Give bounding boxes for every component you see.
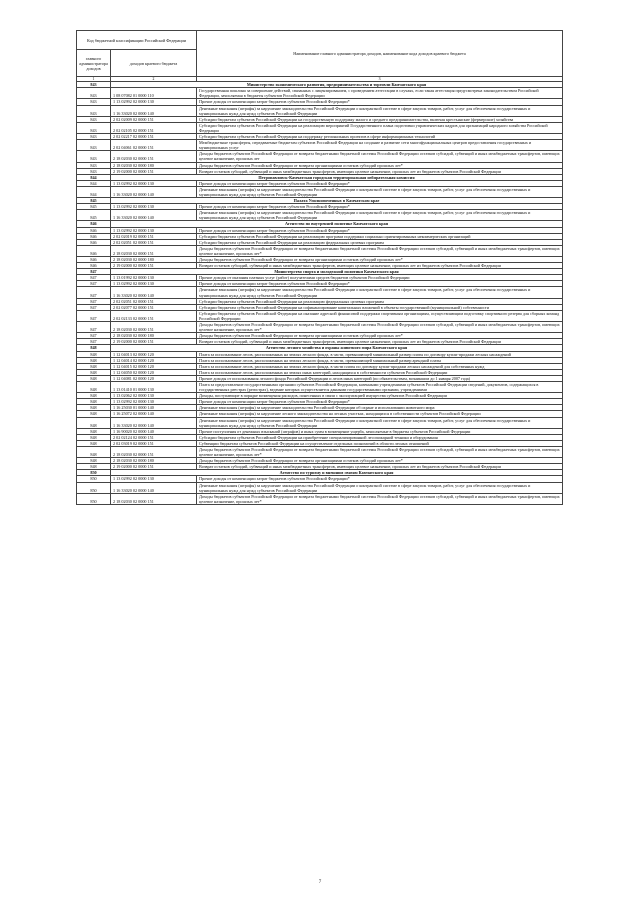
- revenue-code-cell: 1 13 02992 02 0000 130: [111, 99, 197, 105]
- revenue-code-cell: 2 02 02133 02 0000 151: [111, 310, 197, 321]
- table-row: [77, 417, 563, 428]
- table-row: [77, 116, 563, 122]
- revenue-code-cell: 1 13 02992 02 0000 130: [111, 227, 197, 233]
- revenue-code-cell: 1 13 02992 02 0000 130: [111, 399, 197, 405]
- header-num-2: 2: [111, 77, 197, 82]
- admin-code-cell: 843: [77, 162, 111, 168]
- revenue-name-cell: Денежные взыскания (штрафы) за нарушение лесного законодательства на лесных участках, находящихся в собственности субъектов Российской Федерации: [197, 411, 563, 417]
- table-row: [77, 122, 563, 133]
- revenue-code-cell: 2 19 02000 02 0000 151: [111, 464, 197, 470]
- revenue-name-cell: Доходы бюджетов субъектов Российской Федерации от возврата бюджетными бюджетной системы Российской Федерации остатков субсидий, субвенций и иных межбюджетных трансфертов, имеющих целевое назначение, прошлых лет*: [197, 245, 563, 256]
- table-row: [77, 210, 563, 221]
- table-row: [77, 339, 563, 345]
- admin-code-cell: 846: [77, 221, 111, 227]
- revenue-code-cell: 2 18 02030 02 0000 180: [111, 257, 197, 263]
- admin-code-cell: 848: [77, 434, 111, 440]
- header-num-1: 1: [77, 77, 111, 82]
- revenue-name-cell: Субсидии бюджетам субъектов Российской Федерации на государственную поддержку малого и среднего предпринимательства, включая крестьянские (фермерские) хозяйства: [197, 116, 563, 122]
- admin-code-cell: 846: [77, 257, 111, 263]
- revenue-name-cell: Возврат остатков субсидий, субвенций и иных межбюджетных трансфертов, имеющих целевое назначение, прошлых лет из бюджетов субъектов Российской Федерации: [197, 263, 563, 269]
- admin-code-cell: 847: [77, 304, 111, 310]
- revenue-code-cell: 1 12 04081 02 0000 120: [111, 375, 197, 381]
- admin-code-cell: 847: [77, 322, 111, 333]
- budget-classification-table: [76, 30, 563, 505]
- section-title-cell: Агентство лесного хозяйства и охраны животного мира Камчатского края: [111, 345, 563, 351]
- admin-code-cell: 848: [77, 405, 111, 411]
- revenue-code-cell: 2 02 03019 02 0000 151: [111, 440, 197, 446]
- budget-table-sheet: [76, 30, 562, 505]
- revenue-name-cell: Прочие доходы от использования лесного фонда Российской Федерации и лесов иных категорий (по обязательствам, возникшим до 1 января 2007 года): [197, 375, 563, 381]
- revenue-code-cell: 2 02 02077 02 0000 151: [111, 304, 197, 310]
- revenue-name-cell: Денежные взыскания (штрафы) за нарушение законодательства Российской Федерации о контрактной системе в сфере закупок товаров, работ, услуг для обеспечения государственных и муниципальных нужд для нужд субъектов Российской Федерации: [197, 210, 563, 221]
- admin-code-cell: 847: [77, 310, 111, 321]
- revenue-name-cell: Плата за использование лесов, расположенных на землях лесного фонда, в части, превышающей минимальный размер арендной платы: [197, 357, 563, 363]
- revenue-name-cell: Субвенции бюджетам субъектов Российской Федерации на осуществление отдельных полномочий в области лесных отношений: [197, 440, 563, 446]
- revenue-name-cell: Возврат остатков субсидий, субвенций и иных межбюджетных трансфертов, имеющих целевое назначение, прошлых лет из бюджетов субъектов Российской Федерации: [197, 339, 563, 345]
- revenue-code-cell: 1 13 02992 02 0000 130: [111, 180, 197, 186]
- admin-code-cell: 843: [77, 82, 111, 88]
- revenue-name-cell: Прочие доходы от компенсации затрат бюджетов субъектов Российской Федерации*: [197, 281, 563, 287]
- admin-code-cell: 847: [77, 339, 111, 345]
- revenue-name-cell: Межбюджетные трансферты, передаваемые бюджетам субъектов Российской Федерации на создание и развитие сети многофункциональных центров предоставления государственных и муниципальных услуг: [197, 140, 563, 151]
- header-name-cell: Наименование главного администратора доходов, наименование кода доходов краевого бюджета: [197, 31, 563, 77]
- admin-code-cell: 844: [77, 174, 111, 180]
- table-row: [77, 464, 563, 470]
- admin-code-cell: 848: [77, 393, 111, 399]
- admin-code-cell: 850: [77, 493, 111, 504]
- header-admin-cell: главного администратора доходов: [77, 50, 111, 77]
- admin-code-cell: 848: [77, 381, 111, 392]
- table-row: [77, 381, 563, 392]
- revenue-code-cell: 2 19 02000 02 0000 151: [111, 263, 197, 269]
- revenue-code-cell: 1 12 04050 02 0000 120: [111, 369, 197, 375]
- admin-code-cell: 845: [77, 198, 111, 204]
- admin-code-cell: 847: [77, 281, 111, 287]
- admin-code-cell: 843: [77, 134, 111, 140]
- revenue-code-cell: 2 02 02217 02 0000 151: [111, 134, 197, 140]
- revenue-name-cell: Доходы бюджетов субъектов Российской Федерации от возврата организациями остатков субсидий прошлых лет*: [197, 257, 563, 263]
- admin-code-cell: 846: [77, 227, 111, 233]
- revenue-name-cell: Субсидии бюджетам субъектов Российской Федерации на реализацию федеральных целевых программ: [197, 239, 563, 245]
- table-row: [77, 322, 563, 333]
- revenue-code-cell: 1 16 33020 02 0000 140: [111, 287, 197, 298]
- revenue-code-cell: 1 12 04015 02 0000 120: [111, 363, 197, 369]
- admin-code-cell: 843: [77, 116, 111, 122]
- header-num-3: 3: [197, 77, 563, 82]
- admin-code-cell: 847: [77, 269, 111, 275]
- revenue-name-cell: Доходы бюджетов субъектов Российской Федерации от возврата организациями остатков субсидий прошлых лет*: [197, 458, 563, 464]
- table-row: [77, 88, 563, 99]
- revenue-name-cell: Прочие доходы от компенсации затрат бюджетов субъектов Российской Федерации*: [197, 99, 563, 105]
- admin-code-cell: 844: [77, 180, 111, 186]
- revenue-code-cell: 1 16 33020 02 0000 140: [111, 210, 197, 221]
- revenue-code-cell: 1 13 02992 02 0000 130: [111, 204, 197, 210]
- admin-code-cell: 845: [77, 204, 111, 210]
- admin-code-cell: 848: [77, 369, 111, 375]
- table-row: [77, 151, 563, 162]
- section-title-cell: Агентство по внутренней политике Камчатского края: [111, 221, 563, 227]
- admin-code-cell: 848: [77, 464, 111, 470]
- admin-code-cell: 846: [77, 239, 111, 245]
- revenue-code-cell: 2 02 02019 02 0000 151: [111, 233, 197, 239]
- admin-code-cell: 843: [77, 88, 111, 99]
- revenue-name-cell: Плата за предоставление государственными органами субъектов Российской Федерации, казенными учреждениями субъектов Российской Федерации сведений, документов, содержащихся в государственных реестрах (регистрах), ведение которых осуществляется данными государственными органами, учреждениями: [197, 381, 563, 392]
- admin-code-cell: 848: [77, 357, 111, 363]
- table-row: [77, 493, 563, 504]
- admin-code-cell: 843: [77, 168, 111, 174]
- revenue-code-cell: 2 02 04061 02 0000 151: [111, 140, 197, 151]
- revenue-name-cell: Денежные взыскания (штрафы) за нарушение законодательства Российской Федерации об охране и использовании животного мира: [197, 405, 563, 411]
- table-row: [77, 447, 563, 458]
- revenue-name-cell: Денежные взыскания (штрафы) за нарушение законодательства Российской Федерации о контрактной системе в сфере закупок товаров, работ, услуг для обеспечения государственных и муниципальных нужд для нужд субъектов Российской Федерации: [197, 417, 563, 428]
- table-row: [77, 186, 563, 197]
- revenue-name-cell: Доходы, поступающие в порядке возмещения расходов, понесенных в связи с эксплуатацией имущества субъектов Российской Федерации: [197, 393, 563, 399]
- revenue-name-cell: Доходы бюджетов субъектов Российской Федерации от возврата бюджетными бюджетной системы Российской Федерации остатков субсидий, субвенций и иных межбюджетных трансфертов, имеющих целевое назначение, прошлых лет*: [197, 447, 563, 458]
- revenue-code-cell: 2 18 02030 02 0000 151: [111, 245, 197, 256]
- revenue-name-cell: Плата за использование лесов, расположенных на землях лесного фонда, в части, превышающей минимальный размер платы по договору купли-продажи лесных насаждений: [197, 351, 563, 357]
- table-row: [77, 310, 563, 321]
- admin-code-cell: 848: [77, 417, 111, 428]
- revenue-code-cell: 1 16 33020 02 0000 140: [111, 482, 197, 493]
- revenue-code-cell: 1 13 02992 02 0000 130: [111, 476, 197, 482]
- revenue-code-cell: 2 19 02000 02 0000 151: [111, 168, 197, 174]
- revenue-name-cell: Прочие доходы от компенсации затрат бюджетов субъектов Российской Федерации*: [197, 180, 563, 186]
- admin-code-cell: 847: [77, 333, 111, 339]
- admin-code-cell: 846: [77, 233, 111, 239]
- revenue-code-cell: 2 02 02051 02 0000 151: [111, 298, 197, 304]
- admin-code-cell: 847: [77, 287, 111, 298]
- revenue-name-cell: Прочие доходы от компенсации затрат бюджетов субъектов Российской Федерации*: [197, 204, 563, 210]
- admin-code-cell: 848: [77, 447, 111, 458]
- revenue-code-cell: 2 18 02030 02 0000 180: [111, 333, 197, 339]
- revenue-name-cell: Денежные взыскания (штрафы) за нарушение законодательства Российской Федерации о контрактной системе в сфере закупок товаров, работ, услуг для обеспечения государственных и муниципальных нужд для нужд субъектов Российской Федерации: [197, 482, 563, 493]
- revenue-name-cell: Субсидии бюджетам субъектов Российской Федерации на поддержку региональных проектов в сфере информационных технологий: [197, 134, 563, 140]
- revenue-name-cell: Доходы бюджетов субъектов Российской Федерации от возврата организациями остатков субсидий прошлых лет*: [197, 333, 563, 339]
- revenue-code-cell: 1 13 01410 01 0000 130: [111, 381, 197, 392]
- revenue-name-cell: Субсидии бюджетам субъектов Российской Федерации на оказание адресной финансовой поддержки спортивным организациям, осуществляющим подготовку спортивного резерва для сборных команд Российской Федерации: [197, 310, 563, 321]
- admin-code-cell: 847: [77, 298, 111, 304]
- revenue-code-cell: 1 13 02062 02 0000 130: [111, 393, 197, 399]
- admin-code-cell: 843: [77, 99, 111, 105]
- revenue-name-cell: Субсидии бюджетам субъектов Российской Федерации на приобретение специализированной лесопожарной техники и оборудования: [197, 434, 563, 440]
- revenue-name-cell: Доходы бюджетов субъектов Российской Федерации от возврата бюджетными бюджетной системы Российской Федерации остатков субсидий, субвенций и иных межбюджетных трансфертов, имеющих целевое назначение, прошлых лет*: [197, 322, 563, 333]
- revenue-name-cell: Денежные взыскания (штрафы) за нарушение законодательства Российской Федерации о контрактной системе в сфере закупок товаров, работ, услуг для обеспечения государственных и муниципальных нужд для нужд субъектов Российской Федерации: [197, 186, 563, 197]
- revenue-code-cell: 2 18 02030 02 0000 180: [111, 458, 197, 464]
- admin-code-cell: 847: [77, 275, 111, 281]
- admin-code-cell: 848: [77, 345, 111, 351]
- revenue-name-cell: Денежные взыскания (штрафы) за нарушение законодательства Российской Федерации о контрактной системе в сфере закупок товаров, работ, услуг для обеспечения государственных и муниципальных нужд для нужд субъектов Российской Федерации: [197, 287, 563, 298]
- table-row: [77, 105, 563, 116]
- table-row: [77, 168, 563, 174]
- table-row: [77, 351, 563, 357]
- revenue-name-cell: Субсидии бюджетам субъектов Российской Федерации на реализацию программ поддержки социально ориентированных некоммерческих организаций: [197, 233, 563, 239]
- admin-code-cell: 848: [77, 440, 111, 446]
- revenue-code-cell: 2 18 02030 02 0000 151: [111, 322, 197, 333]
- admin-code-cell: 843: [77, 140, 111, 151]
- table-row: [77, 482, 563, 493]
- revenue-code-cell: 2 18 02030 02 0000 151: [111, 493, 197, 504]
- admin-code-cell: 848: [77, 375, 111, 381]
- revenue-code-cell: 1 16 33020 02 0000 140: [111, 186, 197, 197]
- admin-code-cell: 848: [77, 458, 111, 464]
- revenue-code-cell: 2 02 02105 02 0000 151: [111, 122, 197, 133]
- revenue-name-cell: Прочие доходы от компенсации затрат бюджетов субъектов Российской Федерации*: [197, 399, 563, 405]
- revenue-code-cell: 1 16 25072 02 0000 140: [111, 411, 197, 417]
- revenue-code-cell: 1 16 90020 02 0000 140: [111, 428, 197, 434]
- section-title-cell: Агентство по туризму и внешним связям Камчатского края: [111, 470, 563, 476]
- admin-code-cell: 848: [77, 399, 111, 405]
- admin-code-cell: 850: [77, 470, 111, 476]
- revenue-name-cell: Доходы бюджетов субъектов Российской Федерации от возврата бюджетными бюджетной системы Российской Федерации остатков субсидий, субвенций и иных межбюджетных трансфертов, имеющих целевое назначение, прошлых лет*: [197, 493, 563, 504]
- revenue-name-cell: Денежные взыскания (штрафы) за нарушение законодательства Российской Федерации о контрактной системе в сфере закупок товаров, работ, услуг для обеспечения государственных и муниципальных нужд для нужд субъектов Российской Федерации: [197, 105, 563, 116]
- revenue-name-cell: Субсидии бюджетам субъектов Российской Федерации на реализацию федеральных целевых программ: [197, 298, 563, 304]
- revenue-code-cell: 1 13 01992 02 0000 130: [111, 275, 197, 281]
- revenue-code-cell: 2 02 02051 02 0000 151: [111, 239, 197, 245]
- admin-code-cell: 843: [77, 122, 111, 133]
- admin-code-cell: 846: [77, 263, 111, 269]
- admin-code-cell: 848: [77, 428, 111, 434]
- section-title-cell: Министерство экономического развития, предпринимательства и торговли Камчатского края: [111, 82, 563, 88]
- admin-code-cell: 843: [77, 105, 111, 116]
- revenue-code-cell: 1 16 33020 02 0000 140: [111, 417, 197, 428]
- admin-code-cell: 843: [77, 151, 111, 162]
- table-row: [77, 245, 563, 256]
- revenue-name-cell: Прочие поступления от денежных взысканий (штрафов) и иных сумм в возмещение ущерба, зачисляемые в бюджеты субъектов Российской Федерации: [197, 428, 563, 434]
- page-number: 7: [318, 880, 322, 885]
- revenue-name-cell: Возврат остатков субсидий, субвенций и иных межбюджетных трансфертов, имеющих целевое назначение, прошлых лет из бюджетов субъектов Российской Федерации: [197, 168, 563, 174]
- revenue-name-cell: Доходы бюджетов субъектов Российской Федерации от возврата бюджетными бюджетной системы Российской Федерации остатков субсидий, субвенций и иных межбюджетных трансфертов, имеющих целевое назначение, прошлых лет: [197, 151, 563, 162]
- admin-code-cell: 848: [77, 363, 111, 369]
- table-body: [77, 82, 563, 505]
- revenue-name-cell: Государственная пошлина за совершение действий, связанных с лицензированием, с проведением аттестации в случаях, если такая аттестация предусмотрена законодательством Российской Федерации, зачисляемая в бюджеты субъектов Российской Федерации: [197, 88, 563, 99]
- table-row: [77, 287, 563, 298]
- admin-code-cell: 850: [77, 482, 111, 493]
- revenue-name-cell: Субсидии бюджетам субъектов Российской Федерации на реализацию мероприятий Государственного плана подготовки управленческих кадров для организаций народного хозяйства Российской Федерации: [197, 122, 563, 133]
- section-title-cell: Министерство спорта и молодежной политики Камчатского края: [111, 269, 563, 275]
- revenue-name-cell: Прочие доходы от компенсации затрат бюджетов субъектов Российской Федерации*: [197, 476, 563, 482]
- revenue-code-cell: 2 19 02000 02 0000 151: [111, 339, 197, 345]
- header-group-cell: Код бюджетной классификации Российской Федерации: [77, 31, 197, 50]
- table-row: [77, 263, 563, 269]
- revenue-code-cell: 1 16 33020 02 0000 140: [111, 105, 197, 116]
- revenue-code-cell: 1 08 07082 01 0000 110: [111, 88, 197, 99]
- table-row: [77, 140, 563, 151]
- revenue-code-cell: 1 16 25030 01 0000 140: [111, 405, 197, 411]
- section-title-cell: Петропавловск-Камчатская городская территориальная избирательная комиссия: [111, 174, 563, 180]
- header-code-cell: доходов краевого бюджета: [111, 50, 197, 77]
- section-title-cell: Палата Уполномоченных в Камчатском крае: [111, 198, 563, 204]
- revenue-name-cell: Прочие доходы от оказания платных услуг (работ) получателями средств бюджетов субъектов Российской Федерации: [197, 275, 563, 281]
- admin-code-cell: 850: [77, 476, 111, 482]
- revenue-code-cell: 2 18 02030 02 0000 151: [111, 447, 197, 458]
- admin-code-cell: 848: [77, 411, 111, 417]
- revenue-name-cell: Доходы бюджетов субъектов Российской Федерации от возврата организациями остатков субсидий прошлых лет*: [197, 162, 563, 168]
- revenue-code-cell: 2 02 02124 02 0000 151: [111, 434, 197, 440]
- admin-code-cell: 845: [77, 210, 111, 221]
- revenue-code-cell: 1 12 04013 02 0000 120: [111, 351, 197, 357]
- revenue-code-cell: 2 02 02009 02 0000 151: [111, 116, 197, 122]
- revenue-code-cell: 2 18 02030 02 0000 151: [111, 151, 197, 162]
- admin-code-cell: 846: [77, 245, 111, 256]
- revenue-code-cell: 1 13 02992 02 0000 130: [111, 281, 197, 287]
- revenue-code-cell: 2 18 02030 02 0000 180: [111, 162, 197, 168]
- revenue-name-cell: Плата за использование лесов, расположенных на землях лесного фонда, в части платы по договору купли-продажи лесных насаждений для собственных нужд: [197, 363, 563, 369]
- revenue-name-cell: Возврат остатков субсидий, субвенций и иных межбюджетных трансфертов, имеющих целевое назначение, прошлых лет из бюджетов субъектов Российской Федерации: [197, 464, 563, 470]
- revenue-code-cell: 1 12 04014 02 0000 120: [111, 357, 197, 363]
- revenue-name-cell: Плата за использование лесов, расположенных на землях иных категорий, находящихся в собственности субъектов Российской Федерации: [197, 369, 563, 375]
- admin-code-cell: 844: [77, 186, 111, 197]
- admin-code-cell: 848: [77, 351, 111, 357]
- revenue-name-cell: Субсидии бюджетам субъектов Российской Федерации на софинансирование капитальных вложений в объекты государственной (муниципальной) собственности: [197, 304, 563, 310]
- revenue-name-cell: Прочие доходы от компенсации затрат бюджетов субъектов Российской Федерации*: [197, 227, 563, 233]
